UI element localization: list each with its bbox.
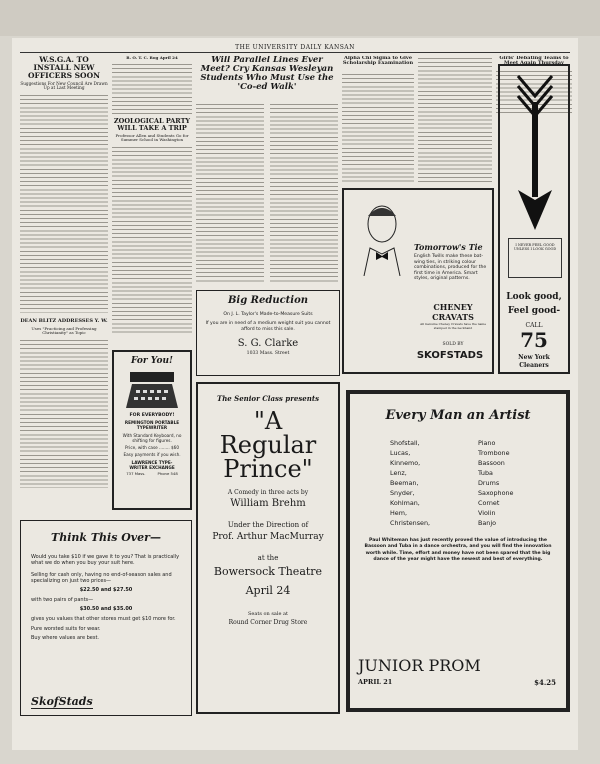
play-sub-1: A Comedy in three acts by (227, 489, 309, 496)
typewriter-line-2: REMINGTON PORTABLE TYPEWRITER (124, 420, 180, 430)
tie-ad-body: English Twills make these bat-wing ties, in striking colour combinations, produced for the first time in America. Smart styles, original patterns. (414, 254, 487, 282)
sold-by-label: SOLD BY (442, 342, 464, 347)
prom-musician-name: Beeman, (390, 479, 419, 487)
column-2 (112, 56, 192, 346)
play-date: April 24 (245, 584, 291, 597)
prom-instrument: Drums (478, 479, 500, 487)
typewriter-line-3: With Standard Keyboard, no shifting for figures. (122, 433, 182, 443)
subhead-dean-blitz: Uses "Practicing and Professing Christianity" as Topic (31, 325, 97, 335)
cleaners-name-1: New York (518, 354, 550, 361)
prom-event: JUNIOR PROM (358, 656, 481, 675)
prom-instrument: Tuba (478, 469, 493, 477)
prom-instrument: Cornet (478, 499, 500, 507)
senior-class-play-ad (196, 382, 340, 714)
prom-musician-name: Shofstall, (390, 439, 420, 447)
cleaners-line-1: Look good, (506, 292, 562, 302)
headline-zoology: ZOOLOGICAL PARTY WILL TAKE A TRIP (113, 117, 191, 132)
skofstads-logo: SkofStads (31, 695, 93, 708)
play-top-line: The Senior Class presents (216, 394, 320, 403)
prom-instrument: Bassoon (478, 459, 505, 467)
think-title: Think This Over— (51, 531, 161, 544)
prom-title: Every Man an Artist (385, 408, 531, 423)
junior-prom-ad (346, 390, 570, 712)
prom-instrument: Violin (478, 509, 496, 517)
play-title-1: "A (253, 407, 283, 435)
clarke-address: 1033 Mass. Street (246, 351, 290, 357)
prom-instrument: Piano (478, 439, 496, 447)
think-price-1: $22.50 and $27.50 (79, 587, 133, 593)
cheney-cravats-brand: CHENEY CRAVATS (432, 302, 474, 322)
headline-wsga: W.S.G.A. TO INSTALL NEW OFFICERS SOON (28, 56, 100, 80)
think-p1: Would you take $10 if we gave it to you? That is practically what we do when you buy your suit here. (31, 554, 180, 566)
typewriter-store-2: WRITER EXCHANGE (129, 465, 175, 470)
prom-instrument: Banjo (478, 519, 497, 527)
column-3 (196, 56, 338, 288)
think-p3: with two pairs of pants— (31, 597, 94, 603)
column-4 (342, 56, 492, 184)
prom-musician-name: Kinnemo, (390, 459, 421, 467)
article-text-rotc (112, 62, 192, 114)
play-sub-2: Under the Direction of (227, 521, 309, 529)
cleaners-phone-number: 75 (520, 328, 548, 352)
new-york-cleaners-ad (498, 64, 570, 374)
cleaners-name-2: Cleaners (519, 362, 549, 369)
article-text-wsga (20, 93, 108, 313)
prom-date: APRIL 21 (358, 678, 393, 686)
prom-musician-name: Christensen, (390, 519, 431, 527)
arrow-down-icon (510, 72, 560, 232)
prom-instrument: Trombone (478, 449, 510, 457)
headline-debating: Girls' Debating Teams to Meet Again Thursday (499, 56, 569, 67)
headline-dean-blitz: DEAN BLITZ ADDRESSES Y. W. (20, 318, 108, 325)
subhead-zoology: Professor Allen and Students Go for Summer School in Washington (115, 132, 189, 142)
article-text-dean-blitz (20, 338, 108, 488)
headline-alpha-chi: Alpha Chi Sigma to Give Scholarship Examination (342, 56, 414, 67)
prom-musician-name: Snyder, (390, 489, 415, 497)
cleaners-sign: I NEVER FEEL GOOD UNLESS I LOOK GOOD (508, 238, 562, 278)
clarke-line-2: If you are in need of a medium weight suit you cannot afford to miss this sale. (205, 321, 331, 332)
typewriter-terms: Easy payments if you wish. (123, 452, 181, 457)
think-p5: Pure worsted suits for wear. (31, 626, 101, 632)
typewriter-address: 737 Mass. Phone 548 (126, 471, 178, 476)
think-price-2: $30.50 and $35.00 (79, 606, 133, 612)
typewriter-line-1: FOR EVERYBODY! (129, 413, 175, 418)
think-p6: Buy where values are best. (31, 635, 100, 641)
masthead-rule (20, 52, 570, 53)
prom-names-list (390, 438, 460, 528)
prom-musician-name: Lenz, (390, 469, 407, 477)
typewriter-price: Price, with case ........ $60 (124, 445, 180, 450)
think-p4: gives you values that other stores must get $10 more for. (31, 616, 176, 622)
play-director: Prof. Arthur MacMurray (212, 532, 324, 542)
article-text-parallel-b (270, 102, 338, 282)
tie-ad-title: Tomorrow's Tie (414, 242, 483, 252)
article-text-zoology (112, 145, 192, 335)
typewriter-store-1: LAWRENCE TYPE- (131, 460, 173, 465)
clarke-line-1: On J. L. Taylor's Made-to-Measure Suits (223, 312, 313, 317)
think-this-over-ad (20, 520, 192, 716)
think-p2: Selling for cash only, having no end-of-season sales and specializing on just two prices— (31, 572, 172, 584)
column-1 (20, 56, 108, 526)
play-venue: Bowersock Theatre (213, 565, 323, 578)
article-text-parallel-a (196, 102, 264, 282)
prom-musician-name: Hem, (390, 509, 407, 517)
play-store: Round Corner Drug Store (228, 619, 308, 626)
typewriter-title: For You! (131, 356, 173, 366)
skofstads-tie-ad (342, 188, 494, 374)
clarke-ad (196, 290, 340, 376)
prom-body: Paul Whiteman has just recently proved the value of introducing the Bassoon and Tuba in a dance orchestra, and you will find the innovation worth while. Time, effort and money have not been spared that the big dance of the year might have the newest and best of everything. (364, 538, 552, 563)
prom-price: $4.25 (534, 678, 556, 687)
prom-musician-name: Lucas, (390, 449, 411, 457)
subhead-wsga: Suggestions For New Council Are Drawn Up at Last Meeting (20, 80, 108, 91)
skofstads-store-name: SKOFSTADS (416, 350, 484, 361)
cleaners-line-2: Feel good- (507, 306, 561, 316)
rotc-notice: R. O. T. C. Rog April 24 (126, 56, 178, 60)
prom-instrument: Saxophone (478, 489, 514, 497)
man-portrait-illustration (352, 196, 412, 276)
prom-instruments-list (478, 438, 548, 528)
clarke-title: Big Reduction (227, 295, 309, 306)
cheney-cravats-sub: All Genuine Cheney Cravats have the name stamped in the neckband (419, 322, 487, 330)
play-author: William Brehm (230, 498, 306, 509)
typewriter-ad (112, 350, 192, 510)
article-text-alpha-chi-b (418, 56, 492, 182)
masthead: THE UNIVERSITY DAILY KANSAN (235, 44, 355, 51)
article-text-alpha-chi-a (342, 72, 414, 182)
play-seats: Seats on sale at (247, 611, 289, 617)
headline-parallel-lines: Will Parallel Lines Ever Meet? Cry Kansas Wesleyan Students Who Must Use the 'Co-ed Walk' (200, 56, 334, 92)
prom-musician-name: Kohlman, (390, 499, 420, 507)
cleaners-call-label: CALL (525, 322, 543, 329)
typewriter-illustration (124, 368, 180, 410)
clarke-name: S. G. Clarke (237, 338, 299, 350)
play-at: at the (257, 554, 279, 562)
page-edge (0, 0, 600, 36)
play-title-2: Regular (219, 431, 317, 459)
play-title-3: Prince" (223, 455, 313, 483)
